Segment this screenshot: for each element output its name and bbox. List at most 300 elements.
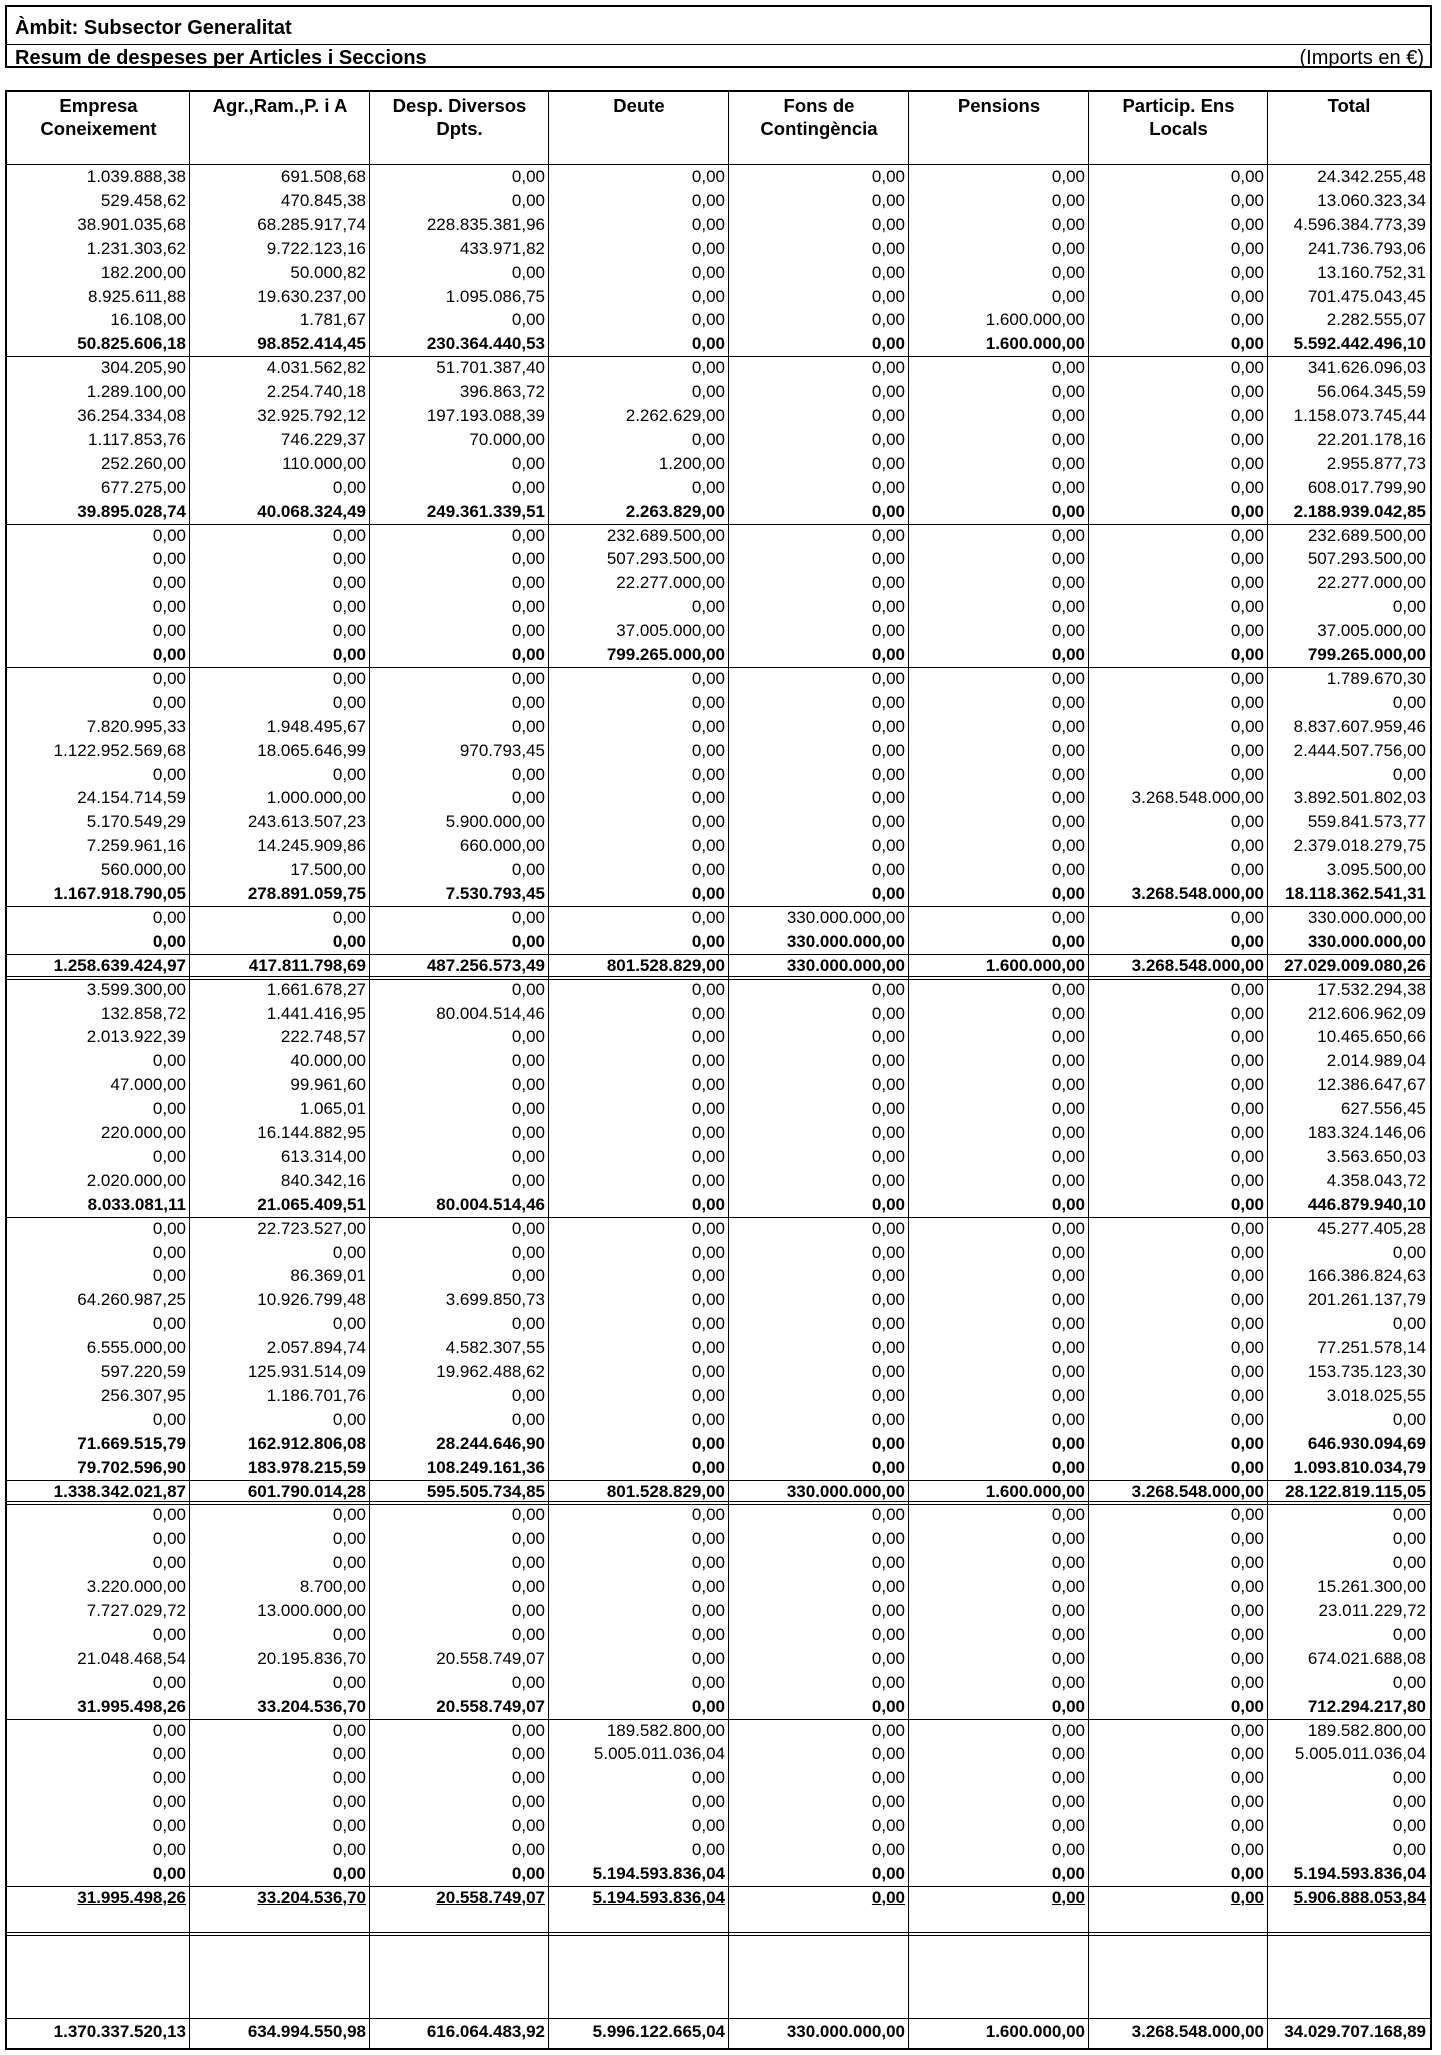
- table-cell: 0,00: [511, 549, 545, 569]
- table-cell: 0,00: [871, 167, 905, 186]
- scope-title: Àmbit: Subsector Generalitat: [15, 17, 292, 39]
- table-cell: 0,00: [1230, 1529, 1264, 1549]
- table-cell: 8.700,00: [299, 1577, 366, 1597]
- table-cell: 18.118.362.541,31: [1285, 884, 1426, 903]
- table-cell: 0,00: [511, 692, 545, 712]
- table-cell: 0,00: [1392, 692, 1426, 712]
- table-cell: 0,00: [1051, 812, 1085, 832]
- table-cell: 0,00: [511, 1314, 545, 1334]
- table-cell: 0,00: [511, 1624, 545, 1644]
- table-cell: 0,00: [152, 1744, 186, 1764]
- table-cell: 17.500,00: [290, 860, 366, 880]
- table-cell: 0,00: [691, 1553, 725, 1573]
- table-cell: 0,00: [1392, 1624, 1426, 1644]
- column-header-line: Contingència: [760, 118, 878, 139]
- table-cell: 0,00: [691, 1051, 725, 1071]
- table-cell: 0,00: [1051, 1123, 1085, 1142]
- table-cell: 2.955.877,73: [1326, 453, 1426, 473]
- table-cell: 36.254.334,08: [77, 406, 186, 425]
- table-cell: 0,00: [691, 788, 725, 808]
- table-cell: 0,00: [1230, 238, 1264, 258]
- table-cell: 22.277.000,00: [616, 573, 725, 593]
- table-cell: 0,00: [871, 190, 905, 210]
- table-cell: 0,00: [691, 764, 725, 784]
- table-cell: 0,00: [511, 1505, 545, 1525]
- table-cell: 341.626.096,03: [1307, 358, 1426, 378]
- table-cell: 2.057.894,74: [266, 1338, 366, 1358]
- table-cell: 23.011.229,72: [1318, 1601, 1426, 1620]
- table-cell: 746.229,37: [280, 429, 366, 449]
- table-cell: 0,00: [691, 1170, 725, 1190]
- table-cell: 0,00: [871, 597, 905, 617]
- table-cell: 189.582.800,00: [606, 1720, 725, 1740]
- table-cell: 0,00: [691, 1290, 725, 1310]
- table-cell: 601.790.014,28: [247, 1481, 366, 1501]
- table-cell: 27.029.009.080,26: [1284, 955, 1426, 975]
- table-cell: 0,00: [691, 477, 725, 497]
- table-cell: 0,00: [871, 1170, 905, 1190]
- table-cell: 45.277.405,28: [1317, 1218, 1426, 1238]
- table-cell: 8.033.081,11: [87, 1194, 186, 1214]
- table-cell: 660.000,00: [459, 836, 545, 856]
- table-cell: 2.013.922,39: [86, 1027, 186, 1047]
- table-cell: 0,00: [1230, 1744, 1264, 1764]
- table-cell: 0,00: [1230, 1648, 1264, 1668]
- table-cell: 0,00: [1230, 406, 1264, 425]
- table-cell: 0,00: [1392, 1409, 1426, 1429]
- table-cell: 0,00: [871, 1553, 905, 1573]
- table-cell: 31.995.498,26: [77, 1887, 186, 1907]
- table-cell: 0,00: [871, 884, 905, 903]
- table-cell: 0,00: [1230, 1314, 1264, 1334]
- table-cell: 0,00: [871, 1003, 905, 1023]
- table-cell: 0,00: [691, 1146, 725, 1166]
- column-header-line: Particip. Ens: [1122, 95, 1235, 116]
- table-cell: 0,00: [691, 429, 725, 449]
- table-cell: 8.837.607.959,46: [1293, 716, 1426, 736]
- table-cell: 0,00: [332, 1768, 366, 1788]
- table-cell: 0,00: [691, 860, 725, 880]
- table-cell: 0,00: [152, 1314, 186, 1334]
- table-cell: 77.251.578,14: [1317, 1338, 1426, 1358]
- table-cell: 0,00: [871, 716, 905, 736]
- table-cell: 0,00: [1230, 1672, 1264, 1692]
- column-header: [190, 94, 370, 117]
- table-cell: 0,00: [152, 1553, 186, 1573]
- table-cell: 1.289.100,00: [86, 382, 186, 402]
- table-cell: 33.204.536,70: [257, 1887, 366, 1907]
- table-cell: 0,00: [691, 1194, 725, 1214]
- table-cell: 0,00: [1392, 597, 1426, 617]
- table-cell: 220.000,00: [100, 1123, 186, 1142]
- table-cell: 0,00: [1230, 501, 1264, 521]
- table-cell: 0,00: [691, 836, 725, 856]
- table-cell: 0,00: [152, 1863, 186, 1883]
- table-cell: 3.892.501.802,03: [1293, 788, 1426, 808]
- table-cell: 0,00: [1230, 453, 1264, 473]
- table-cell: 0,00: [511, 1051, 545, 1071]
- table-cell: 0,00: [511, 1744, 545, 1764]
- table-cell: 162.912.806,08: [247, 1433, 366, 1453]
- table-cell: 0,00: [332, 668, 366, 688]
- table-cell: 0,00: [511, 979, 545, 999]
- table-cell: 0,00: [1230, 1242, 1264, 1262]
- column-header: [7, 94, 190, 140]
- table-cell: 0,00: [691, 1601, 725, 1620]
- table-cell: 4.358.043,72: [1326, 1170, 1426, 1190]
- table-cell: 0,00: [332, 645, 366, 664]
- table-cell: 6.555.000,00: [86, 1338, 186, 1358]
- table-cell: 0,00: [1051, 860, 1085, 880]
- table-cell: 0,00: [511, 1075, 545, 1095]
- table-cell: 0,00: [871, 1696, 905, 1716]
- table-cell: 56.064.345,59: [1317, 382, 1426, 402]
- table-cell: 801.528.829,00: [606, 1481, 725, 1501]
- table-cell: 0,00: [1051, 836, 1085, 856]
- table-cell: 0,00: [1392, 1840, 1426, 1859]
- table-cell: 801.528.829,00: [606, 955, 725, 975]
- column-header: [549, 94, 729, 117]
- table-cell: 0,00: [1230, 1601, 1264, 1620]
- table-cell: 0,00: [1051, 190, 1085, 210]
- column-header-line: Agr.,Ram.,P. i A: [212, 95, 348, 116]
- table-cell: 0,00: [691, 1385, 725, 1405]
- table-cell: 0,00: [511, 1027, 545, 1047]
- table-cell: 0,00: [1392, 1242, 1426, 1262]
- table-cell: 0,00: [1230, 931, 1264, 951]
- table-cell: 0,00: [1051, 788, 1085, 808]
- table-cell: 0,00: [1051, 1362, 1085, 1381]
- table-cell: 0,00: [1051, 1553, 1085, 1573]
- table-cell: 0,00: [511, 1720, 545, 1740]
- table-cell: 1.158.073.745,44: [1293, 406, 1426, 425]
- table-cell: 0,00: [1230, 1146, 1264, 1166]
- table-cell: 691.508,68: [280, 167, 366, 186]
- table-cell: 1.661.678,27: [266, 979, 366, 999]
- table-cell: 0,00: [1230, 1051, 1264, 1071]
- table-cell: 0,00: [1051, 621, 1085, 641]
- table-cell: 0,00: [152, 1146, 186, 1166]
- table-cell: 330.000.000,00: [1307, 931, 1426, 951]
- table-cell: 0,00: [691, 167, 725, 186]
- table-cell: 5.194.593.836,04: [592, 1863, 725, 1883]
- column-header-line: Dpts.: [436, 118, 483, 139]
- table-cell: 0,00: [691, 668, 725, 688]
- table-cell: 0,00: [332, 1505, 366, 1525]
- table-cell: 243.613.507,23: [247, 812, 366, 832]
- table-cell: 0,00: [511, 668, 545, 688]
- table-cell: 0,00: [871, 1529, 905, 1549]
- table-cell: 0,00: [1051, 238, 1085, 258]
- table-cell: 0,00: [1230, 1003, 1264, 1023]
- table-cell: 0,00: [1051, 1290, 1085, 1310]
- table-cell: 0,00: [511, 1553, 545, 1573]
- table-cell: 24.154.714,59: [77, 788, 186, 808]
- table-cell: 0,00: [1230, 1696, 1264, 1716]
- table-cell: 0,00: [871, 262, 905, 282]
- table-cell: 0,00: [511, 1123, 545, 1142]
- table-cell: 0,00: [691, 1840, 725, 1859]
- table-cell: 0,00: [332, 1863, 366, 1883]
- table-cell: 0,00: [691, 1123, 725, 1142]
- table-cell: 1.117.853,76: [88, 429, 186, 449]
- table-cell: 0,00: [871, 1075, 905, 1095]
- table-cell: 222.748,57: [280, 1027, 366, 1047]
- report-header: [5, 5, 1432, 68]
- table-cell: 0,00: [871, 214, 905, 234]
- table-cell: 0,00: [511, 931, 545, 951]
- table-cell: 13.060.323,34: [1317, 190, 1426, 210]
- table-cell: 0,00: [511, 1816, 545, 1836]
- table-cell: 182.200,00: [100, 262, 186, 282]
- table-cell: 0,00: [871, 1099, 905, 1119]
- table-cell: 2.020.000,00: [86, 1170, 186, 1190]
- table-cell: 24.342.255,48: [1317, 167, 1426, 186]
- table-cell: 7.727.029,72: [86, 1601, 186, 1620]
- table-cell: 0,00: [691, 382, 725, 402]
- table-cell: 0,00: [1051, 645, 1085, 664]
- table-cell: 3.095.500,00: [1326, 860, 1426, 880]
- table-cell: 0,00: [152, 1505, 186, 1525]
- table-cell: 0,00: [332, 1529, 366, 1549]
- table-cell: 13.160.752,31: [1317, 262, 1426, 282]
- table-cell: 0,00: [871, 286, 905, 306]
- table-cell: 0,00: [871, 621, 905, 641]
- table-cell: 330.000.000,00: [1307, 907, 1426, 927]
- table-cell: 0,00: [152, 907, 186, 927]
- table-cell: 20.558.749,07: [436, 1648, 545, 1668]
- table-cell: 1.039.888,38: [86, 167, 186, 186]
- table-cell: 0,00: [1230, 812, 1264, 832]
- table-cell: 0,00: [332, 1840, 366, 1859]
- table-cell: 0,00: [332, 1624, 366, 1644]
- expenses-table: [5, 90, 1432, 2050]
- table-cell: 2.282.555,07: [1326, 310, 1426, 330]
- table-cell: 0,00: [871, 812, 905, 832]
- table-cell: 0,00: [332, 477, 366, 497]
- table-cell: 0,00: [1392, 1816, 1426, 1836]
- table-cell: 0,00: [871, 549, 905, 569]
- table-cell: 5.194.593.836,04: [1293, 1863, 1426, 1883]
- table-cell: 98.852.414,45: [257, 334, 366, 354]
- report-subtitle: Resum de despeses per Articles i Seccions: [15, 47, 427, 69]
- table-cell: 0,00: [1392, 764, 1426, 784]
- table-cell: 0,00: [511, 262, 545, 282]
- column-header-line: Total: [1327, 95, 1371, 116]
- table-cell: 0,00: [871, 358, 905, 378]
- table-cell: 278.891.059,75: [247, 884, 366, 903]
- table-cell: 0,00: [511, 573, 545, 593]
- table-cell: 0,00: [511, 1792, 545, 1812]
- table-cell: 1.789.670,30: [1326, 668, 1426, 688]
- table-cell: 0,00: [1392, 1768, 1426, 1788]
- table-cell: 0,00: [152, 1720, 186, 1740]
- column-header-line: Desp. Diversos: [392, 95, 527, 116]
- table-cell: 0,00: [691, 692, 725, 712]
- table-cell: 0,00: [1230, 979, 1264, 999]
- table-cell: 0,00: [152, 764, 186, 784]
- table-cell: 0,00: [511, 621, 545, 641]
- table-cell: 0,00: [511, 1529, 545, 1549]
- table-cell: 0,00: [1230, 310, 1264, 330]
- table-cell: 0,00: [871, 573, 905, 593]
- table-cell: 0,00: [511, 525, 545, 545]
- table-cell: 0,00: [1230, 597, 1264, 617]
- table-cell: 0,00: [691, 214, 725, 234]
- table-cell: 0,00: [332, 1672, 366, 1692]
- table-cell: 252.260,00: [100, 453, 186, 473]
- column-header-line: Empresa: [59, 95, 138, 116]
- table-cell: 0,00: [691, 979, 725, 999]
- table-cell: 0,00: [1051, 214, 1085, 234]
- table-cell: 0,00: [871, 501, 905, 521]
- table-cell: 0,00: [511, 167, 545, 186]
- table-cell: 0,00: [1051, 1601, 1085, 1620]
- table-cell: 5.900.000,00: [445, 812, 545, 832]
- table-cell: 0,00: [511, 788, 545, 808]
- table-cell: 0,00: [1230, 645, 1264, 664]
- table-cell: 0,00: [152, 1218, 186, 1238]
- table-cell: 0,00: [1051, 1146, 1085, 1166]
- table-cell: 0,00: [332, 1242, 366, 1262]
- table-cell: 0,00: [332, 597, 366, 617]
- table-cell: 21.048.468,54: [77, 1648, 186, 1668]
- table-cell: 613.314,00: [280, 1146, 366, 1166]
- table-cell: 0,00: [1051, 549, 1085, 569]
- table-cell: 0,00: [332, 907, 366, 927]
- table-cell: 0,00: [691, 358, 725, 378]
- table-cell: 0,00: [691, 812, 725, 832]
- table-cell: 0,00: [1230, 692, 1264, 712]
- column-header-line: Coneixement: [40, 118, 157, 139]
- table-cell: 0,00: [871, 453, 905, 473]
- table-cell: 0,00: [871, 382, 905, 402]
- table-cell: 0,00: [511, 190, 545, 210]
- table-cell: 0,00: [332, 1409, 366, 1429]
- table-cell: 0,00: [1051, 501, 1085, 521]
- table-cell: 0,00: [871, 1720, 905, 1740]
- table-cell: 39.895.028,74: [77, 501, 186, 521]
- table-cell: 38.901.035,68: [77, 214, 186, 234]
- table-cell: 1.231.303,62: [86, 238, 186, 258]
- table-cell: 0,00: [332, 692, 366, 712]
- table-cell: 40.068.324,49: [257, 501, 366, 521]
- grand-total-cell: 634.994.550,98: [247, 2022, 366, 2041]
- table-cell: 0,00: [871, 1887, 905, 1907]
- table-cell: 0,00: [332, 549, 366, 569]
- table-cell: 0,00: [1230, 1266, 1264, 1286]
- table-cell: 0,00: [691, 1792, 725, 1812]
- table-cell: 0,00: [871, 406, 905, 425]
- table-cell: 28.122.819.115,05: [1285, 1481, 1426, 1501]
- table-cell: 0,00: [871, 1385, 905, 1405]
- grand-total-cell: 330.000.000,00: [786, 2022, 905, 2041]
- grand-total-cell: 34.029.707.168,89: [1284, 2022, 1426, 2041]
- table-cell: 0,00: [1051, 668, 1085, 688]
- table-cell: 0,00: [1051, 1433, 1085, 1453]
- table-cell: 2.014.989,04: [1326, 1051, 1426, 1071]
- table-cell: 153.735.123,30: [1307, 1362, 1426, 1381]
- table-cell: 0,00: [1230, 907, 1264, 927]
- table-cell: 0,00: [332, 1816, 366, 1836]
- table-cell: 5.592.442.496,10: [1293, 334, 1426, 354]
- table-cell: 2.379.018.279,75: [1293, 836, 1426, 856]
- table-cell: 0,00: [1051, 1338, 1085, 1358]
- table-cell: 0,00: [691, 334, 725, 354]
- table-cell: 0,00: [1051, 382, 1085, 402]
- table-cell: 0,00: [1051, 1409, 1085, 1429]
- table-cell: 0,00: [691, 1648, 725, 1668]
- table-cell: 0,00: [1392, 1314, 1426, 1334]
- table-cell: 19.962.488,62: [436, 1362, 545, 1381]
- table-cell: 0,00: [691, 1027, 725, 1047]
- table-cell: 0,00: [332, 1720, 366, 1740]
- table-cell: 2.444.507.756,00: [1293, 740, 1426, 760]
- table-cell: 0,00: [871, 1816, 905, 1836]
- table-cell: 0,00: [1230, 716, 1264, 736]
- table-cell: 646.930.094,69: [1307, 1433, 1426, 1453]
- table-cell: 0,00: [1051, 1003, 1085, 1023]
- column-header-line: Deute: [613, 95, 665, 116]
- table-cell: 201.261.137,79: [1307, 1290, 1426, 1310]
- table-cell: 0,00: [871, 1624, 905, 1644]
- table-cell: 0,00: [152, 1242, 186, 1262]
- table-cell: 0,00: [871, 645, 905, 664]
- table-cell: 5.005.011.036,04: [593, 1744, 725, 1764]
- table-cell: 0,00: [1051, 1863, 1085, 1883]
- table-cell: 0,00: [1051, 525, 1085, 545]
- table-cell: 507.293.500,00: [606, 549, 725, 569]
- table-cell: 0,00: [1230, 429, 1264, 449]
- table-cell: 0,00: [1230, 1624, 1264, 1644]
- table-cell: 0,00: [332, 525, 366, 545]
- table-cell: 232.689.500,00: [606, 525, 725, 545]
- table-cell: 1.441.416,95: [266, 1003, 366, 1023]
- table-cell: 0,00: [871, 1792, 905, 1812]
- table-cell: 0,00: [1051, 597, 1085, 617]
- table-cell: 0,00: [1230, 1075, 1264, 1095]
- table-cell: 10.926.799,48: [257, 1290, 366, 1310]
- table-cell: 0,00: [871, 788, 905, 808]
- table-cell: 1.186.701,76: [266, 1385, 366, 1405]
- table-cell: 0,00: [691, 1529, 725, 1549]
- table-cell: 470.845,38: [280, 190, 366, 210]
- table-cell: 0,00: [1230, 1457, 1264, 1477]
- table-cell: 0,00: [511, 1863, 545, 1883]
- table-cell: 0,00: [152, 1266, 186, 1286]
- table-cell: 0,00: [1051, 1266, 1085, 1286]
- table-cell: 529.458,62: [100, 190, 186, 210]
- table-cell: 20.558.749,07: [436, 1887, 545, 1907]
- table-cell: 0,00: [1051, 1672, 1085, 1692]
- table-cell: 0,00: [152, 692, 186, 712]
- table-cell: 0,00: [152, 1816, 186, 1836]
- table-cell: 2.254.740,18: [266, 382, 366, 402]
- table-cell: 1.338.342.021,87: [53, 1481, 186, 1501]
- table-cell: 0,00: [871, 1768, 905, 1788]
- table-cell: 0,00: [691, 262, 725, 282]
- table-cell: 0,00: [511, 716, 545, 736]
- table-cell: 0,00: [152, 549, 186, 569]
- table-cell: 0,00: [871, 334, 905, 354]
- table-cell: 12.386.647,67: [1317, 1075, 1426, 1095]
- table-cell: 212.606.962,09: [1307, 1003, 1426, 1023]
- table-cell: 0,00: [1051, 1051, 1085, 1071]
- table-cell: 0,00: [332, 931, 366, 951]
- table-cell: 4.582.307,55: [445, 1338, 545, 1358]
- table-cell: 0,00: [871, 764, 905, 784]
- table-cell: 0,00: [1230, 1099, 1264, 1119]
